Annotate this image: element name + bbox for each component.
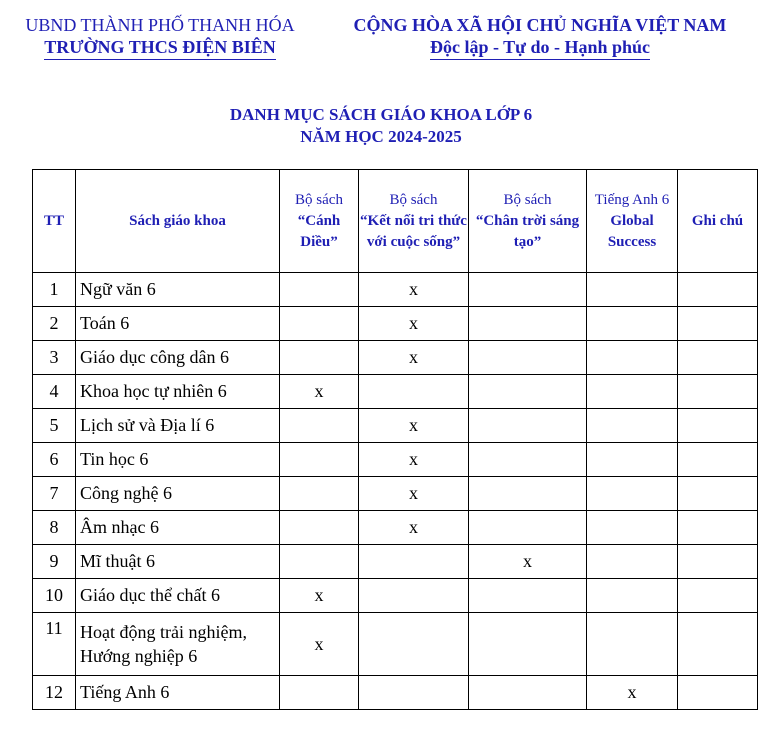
mark-global [587,409,678,443]
mark-global [587,341,678,375]
row-number: 12 [33,676,76,710]
row-number: 8 [33,511,76,545]
mark-global [587,307,678,341]
book-name: Âm nhạc 6 [76,511,280,545]
row-number: 1 [33,273,76,307]
row-number: 7 [33,477,76,511]
row-number: 11 [33,613,76,676]
header-book: Sách giáo khoa [76,170,280,273]
header-note: Ghi chú [678,170,758,273]
note-cell [678,579,758,613]
note-cell [678,443,758,477]
school-year: NĂM HỌC 2024-2025 [300,127,462,146]
mark-ket-noi: x [359,511,469,545]
row-number: 6 [33,443,76,477]
mark-global [587,579,678,613]
table-row [33,443,758,477]
table-row [33,409,758,443]
header-ket-noi: Bộ sách “Kết nối tri thức với cuộc sống” [359,170,469,273]
mark-ket-noi: x [359,273,469,307]
table-row [33,477,758,511]
mark-global [587,375,678,409]
table-row [33,579,758,613]
book-name: Ngữ văn 6 [76,273,280,307]
mark-chan-troi [469,613,587,676]
table-row [33,273,758,307]
note-cell [678,341,758,375]
note-cell [678,511,758,545]
mark-chan-troi [469,307,587,341]
mark-canh-dieu [280,341,359,375]
mark-global [587,613,678,676]
mark-canh-dieu [280,676,359,710]
table-row [33,511,758,545]
row-number: 10 [33,579,76,613]
note-cell [678,273,758,307]
row-number: 4 [33,375,76,409]
mark-ket-noi: x [359,307,469,341]
mark-chan-troi [469,579,587,613]
national-motto: Độc lập - Tự do - Hạnh phúc [430,36,650,60]
mark-chan-troi [469,477,587,511]
table-row [33,341,758,375]
mark-chan-troi [469,375,587,409]
table-header-row [33,170,758,273]
mark-global [587,511,678,545]
mark-canh-dieu [280,307,359,341]
city-committee-name: UBND THÀNH PHỐ THANH HÓA [25,15,295,35]
book-name: Hoạt động trải nghiệm, Hướng nghiệp 6 [76,613,280,676]
mark-ket-noi [359,579,469,613]
mark-canh-dieu: x [280,613,359,676]
book-name: Toán 6 [76,307,280,341]
mark-ket-noi [359,545,469,579]
mark-chan-troi [469,676,587,710]
mark-canh-dieu [280,409,359,443]
mark-canh-dieu [280,443,359,477]
table-row [33,375,758,409]
mark-ket-noi [359,375,469,409]
table-row [33,307,758,341]
book-name: Giáo dục thể chất 6 [76,579,280,613]
mark-global [587,273,678,307]
mark-canh-dieu: x [280,375,359,409]
table-row [33,676,758,710]
note-cell [678,676,758,710]
table-row [33,613,758,676]
mark-chan-troi [469,443,587,477]
header-chan-troi: Bộ sách “Chân trời sáng tạo” [469,170,587,273]
mark-ket-noi: x [359,409,469,443]
header-canh-dieu: Bộ sách “Cánh Diều” [280,170,359,273]
note-cell [678,545,758,579]
mark-chan-troi [469,409,587,443]
book-name: Giáo dục công dân 6 [76,341,280,375]
mark-global [587,477,678,511]
book-name: Mĩ thuật 6 [76,545,280,579]
book-name: Công nghệ 6 [76,477,280,511]
mark-global [587,545,678,579]
row-number: 3 [33,341,76,375]
book-name: Lịch sử và Địa lí 6 [76,409,280,443]
note-cell [678,307,758,341]
mark-ket-noi: x [359,477,469,511]
row-number: 9 [33,545,76,579]
book-name: Khoa học tự nhiên 6 [76,375,280,409]
header-tt: TT [33,170,76,273]
header-right [330,14,750,60]
book-name: Tin học 6 [76,443,280,477]
mark-canh-dieu [280,511,359,545]
national-title: CỘNG HÒA XÃ HỘI CHỦ NGHĨA VIỆT NAM [353,15,727,35]
mark-chan-troi [469,511,587,545]
note-cell [678,613,758,676]
mark-canh-dieu: x [280,579,359,613]
mark-global [587,443,678,477]
school-name: TRƯỜNG THCS ĐIỆN BIÊN [44,36,276,60]
row-number: 5 [33,409,76,443]
row-number: 2 [33,307,76,341]
mark-ket-noi [359,613,469,676]
book-name: Tiếng Anh 6 [76,676,280,710]
mark-canh-dieu [280,477,359,511]
header-global-success: Tiếng Anh 6 Global Success [587,170,678,273]
header-left [10,14,310,60]
table-row [33,545,758,579]
textbook-table [32,169,758,710]
mark-global: x [587,676,678,710]
document-title: DANH MỤC SÁCH GIÁO KHOA LỚP 6 [229,105,533,124]
note-cell [678,409,758,443]
mark-canh-dieu [280,545,359,579]
note-cell [678,375,758,409]
note-cell [678,477,758,511]
mark-chan-troi: x [469,545,587,579]
mark-canh-dieu [280,273,359,307]
mark-ket-noi [359,676,469,710]
mark-ket-noi: x [359,443,469,477]
mark-chan-troi [469,273,587,307]
mark-ket-noi: x [359,341,469,375]
mark-chan-troi [469,341,587,375]
